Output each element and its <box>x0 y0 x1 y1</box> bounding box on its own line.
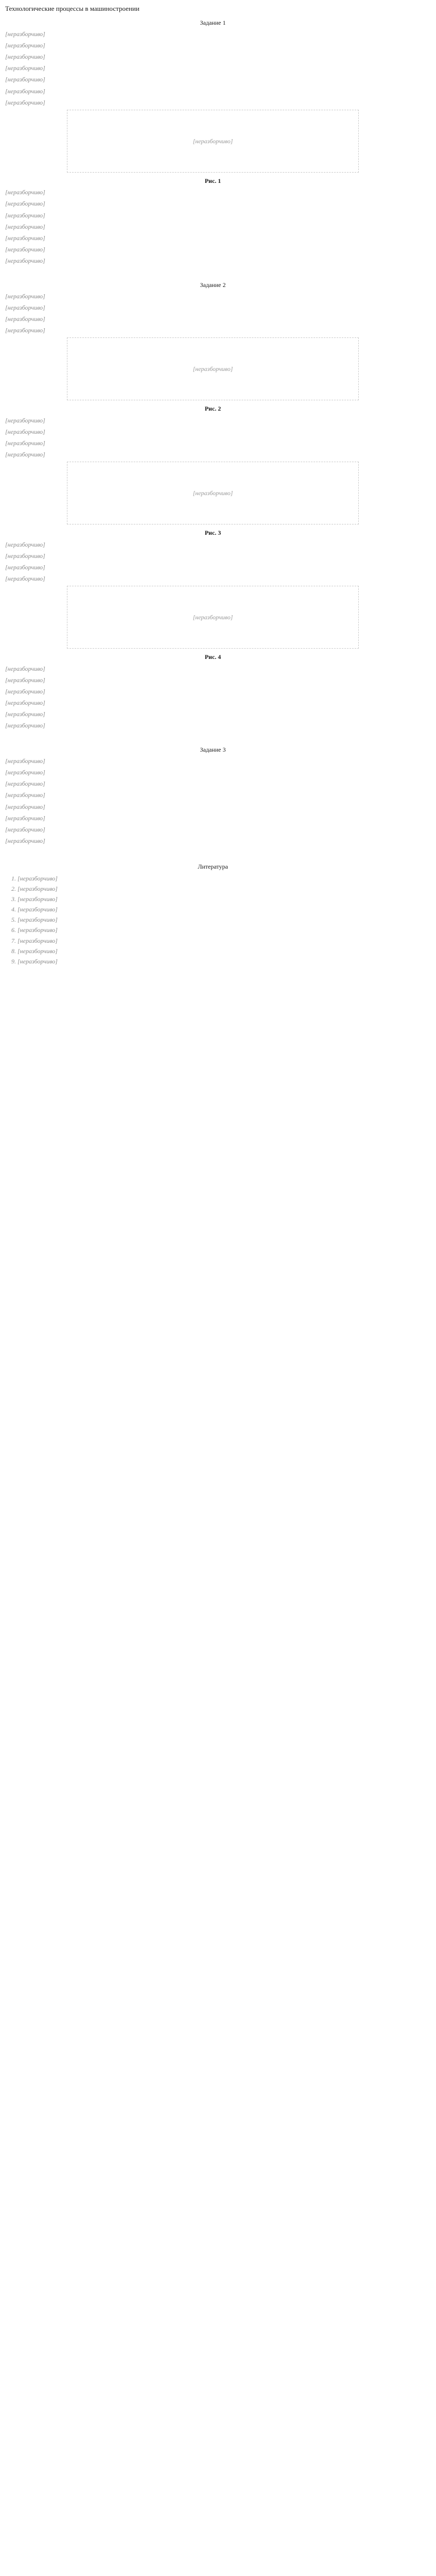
body-paragraph: [неразборчиво] <box>5 327 45 334</box>
body-paragraph: [неразборчиво] <box>5 552 45 560</box>
body-paragraph: [неразборчиво] <box>5 257 45 265</box>
body-paragraph: [неразборчиво] <box>5 837 45 845</box>
body-paragraph: [неразборчиво] <box>5 540 45 548</box>
task-heading: Задание 1 <box>200 19 226 26</box>
body-paragraph: [неразборчиво] <box>5 710 45 718</box>
figure: [неразборчиво] <box>67 586 359 649</box>
reference-item: 8. [неразборчиво] <box>18 947 421 955</box>
body-paragraph: [неразборчиво] <box>5 200 45 208</box>
body-paragraph: [неразборчиво] <box>5 439 45 447</box>
body-paragraph: [неразборчиво] <box>5 428 45 435</box>
task-heading: Задание 3 <box>200 745 226 753</box>
body-paragraph: [неразборчиво] <box>5 98 45 106</box>
document-body <box>5 19 421 856</box>
body-paragraph: [неразборчиво] <box>5 64 45 72</box>
body-paragraph: [неразборчиво] <box>5 211 45 219</box>
body-paragraph: [неразборчиво] <box>5 687 45 695</box>
body-paragraph: [неразборчиво] <box>5 722 45 730</box>
figure-caption: Рис. 3 <box>204 529 221 537</box>
body-paragraph: [неразборчиво] <box>5 451 45 459</box>
reference-item: 3. [неразборчиво] <box>18 895 421 903</box>
references-list <box>5 874 421 966</box>
reference-item: 5. [неразборчиво] <box>18 916 421 924</box>
figure: [неразборчиво] <box>67 462 359 524</box>
reference-item: 2. [неразборчиво] <box>18 885 421 893</box>
reference-item: 4. [неразборчиво] <box>18 905 421 913</box>
body-paragraph: [неразборчиво] <box>5 676 45 684</box>
body-paragraph: [неразборчиво] <box>5 563 45 571</box>
body-paragraph: [неразборчиво] <box>5 814 45 822</box>
figure-caption: Рис. 2 <box>204 405 221 413</box>
body-paragraph: [неразборчиво] <box>5 189 45 196</box>
body-paragraph: [неразборчиво] <box>5 223 45 230</box>
section-divider <box>5 848 421 855</box>
body-paragraph: [неразборчиво] <box>5 315 45 323</box>
document-page <box>0 0 426 988</box>
body-paragraph: [неразборчиво] <box>5 53 45 61</box>
body-paragraph: [неразборчиво] <box>5 575 45 583</box>
figure: [неразборчиво] <box>67 110 359 173</box>
body-paragraph: [неразборчиво] <box>5 757 45 765</box>
body-paragraph: [неразборчиво] <box>5 76 45 83</box>
body-paragraph: [неразборчиво] <box>5 699 45 707</box>
body-paragraph: [неразборчиво] <box>5 791 45 799</box>
body-paragraph: [неразборчиво] <box>5 246 45 253</box>
task-heading: Задание 2 <box>200 281 226 289</box>
body-paragraph: [неразборчиво] <box>5 292 45 300</box>
reference-item: 9. [неразборчиво] <box>18 957 421 965</box>
body-paragraph: [неразборчиво] <box>5 780 45 788</box>
body-paragraph: [неразборчиво] <box>5 803 45 810</box>
body-paragraph: [неразборчиво] <box>5 825 45 833</box>
body-paragraph: [неразборчиво] <box>5 303 45 311</box>
body-paragraph: [неразборчиво] <box>5 769 45 776</box>
references-heading: Литература <box>198 863 228 871</box>
reference-item: 1. [неразборчиво] <box>18 874 421 883</box>
figure-caption: Рис. 4 <box>204 653 221 661</box>
reference-item: 7. [неразборчиво] <box>18 937 421 945</box>
body-paragraph: [неразборчиво] <box>5 41 45 49</box>
figure: [неразборчиво] <box>67 337 359 400</box>
body-paragraph: [неразборчиво] <box>5 87 45 95</box>
section-divider <box>5 733 421 740</box>
body-paragraph: [неразборчиво] <box>5 234 45 242</box>
document-title: Технологические процессы в машиностроении <box>5 5 139 12</box>
figure-caption: Рис. 1 <box>204 177 221 185</box>
reference-item: 6. [неразборчиво] <box>18 926 421 934</box>
section-divider <box>5 268 421 276</box>
body-paragraph: [неразборчиво] <box>5 30 45 38</box>
body-paragraph: [неразборчиво] <box>5 665 45 672</box>
body-paragraph: [неразборчиво] <box>5 416 45 424</box>
